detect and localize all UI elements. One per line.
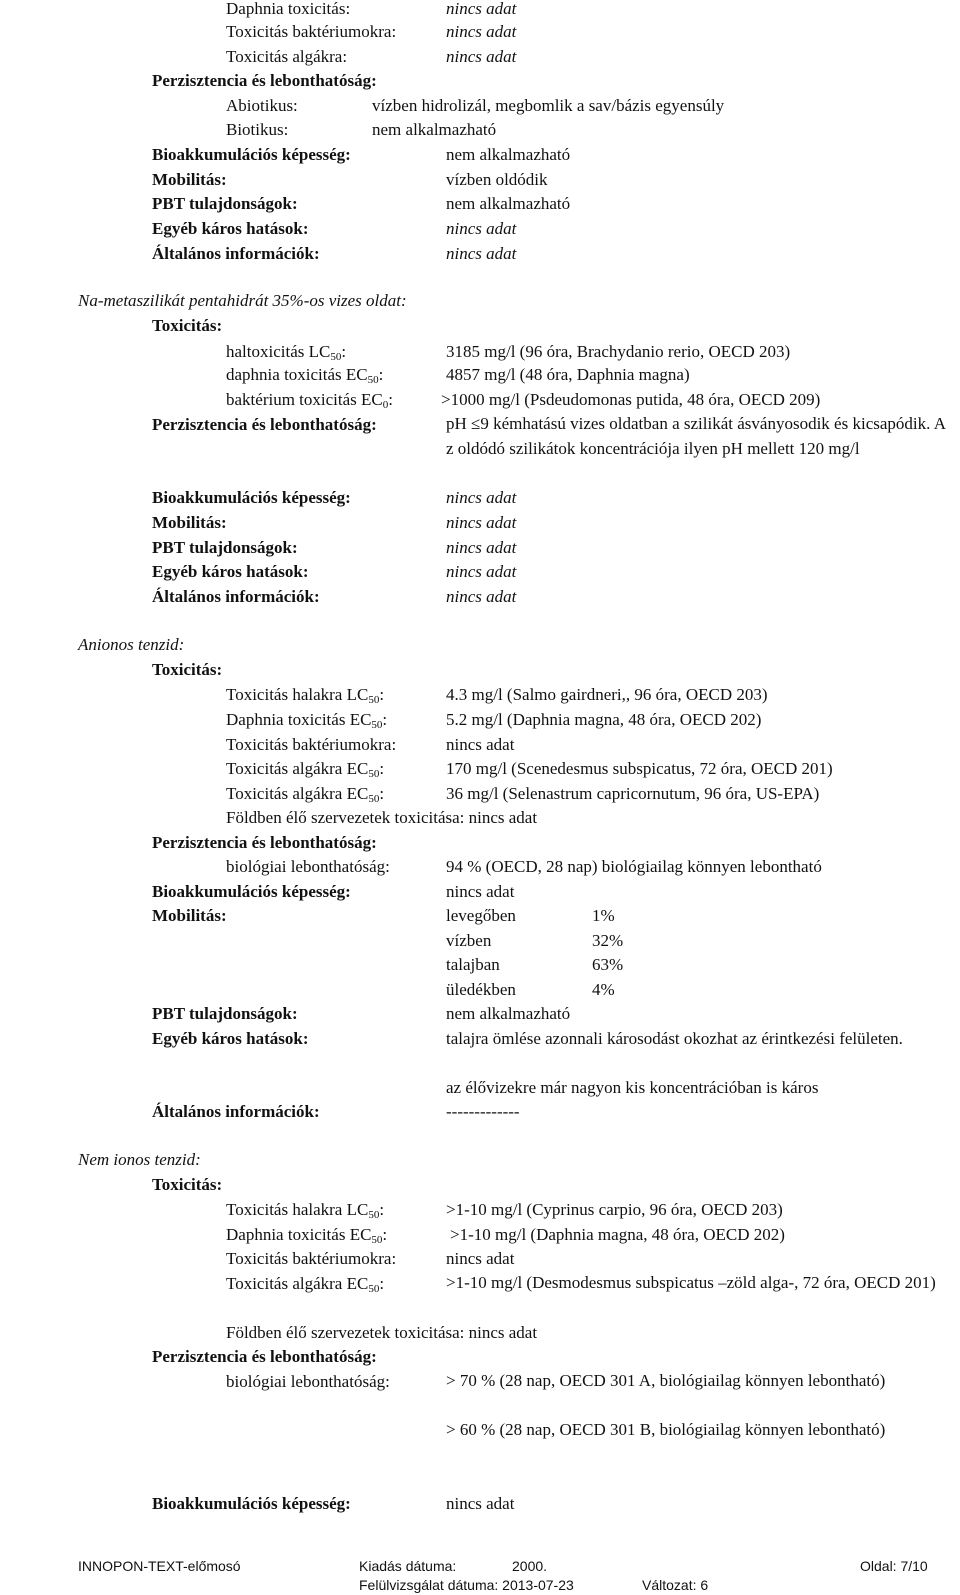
nonion-bakt-value: nincs adat — [446, 1249, 515, 1268]
anion-bakt-label: Toxicitás baktériumokra: — [226, 735, 397, 754]
biotic-value: nem alkalmazható — [372, 120, 497, 139]
na-persistence-value: pH ≤9 kémhatású vizes oldatban a szilikát ásványosodik és kicsapódik. A z oldódó szilikátok koncentrációja ilyen pH mellett 120 mg/l — [446, 414, 946, 458]
anion-mobility-label: Mobilitás: — [152, 906, 227, 925]
na-mobility-label: Mobilitás: — [152, 513, 227, 532]
nonion-persistence-label: Perzisztencia és lebonthatóság: — [152, 1347, 377, 1366]
na-fish-value: 3185 mg/l (96 óra, Brachydanio rerio, OECD 203) — [446, 342, 791, 361]
na-other-label: Egyéb káros hatások: — [152, 562, 309, 581]
daphnia-tox-value: nincs adat — [446, 0, 517, 18]
nonion-fish-value: >1-10 mg/l (Cyprinus carpio, 96 óra, OECD 203) — [446, 1200, 783, 1219]
persistence-label: Perzisztencia és lebonthatóság: — [152, 71, 377, 90]
nonion-section-heading: Nem ionos tenzid: — [78, 1150, 201, 1169]
mobility-value: vízben oldódik — [446, 170, 548, 189]
na-toxicity-label: Toxicitás: — [152, 316, 223, 335]
anion-daphnia-value: 5.2 mg/l (Daphnia magna, 48 óra, OECD 202) — [446, 710, 762, 729]
general-info-value: nincs adat — [446, 244, 517, 263]
mobility-medium: talajban — [446, 955, 500, 974]
na-bioacc-label: Bioakkumulációs képesség: — [152, 488, 351, 507]
na-bakt-label: baktérium toxicitás $EC_0$: — [226, 390, 393, 411]
footer-version: Változat: 6 — [642, 1577, 709, 1593]
na-pbt-label: PBT tulajdonságok: — [152, 538, 298, 557]
nonion-alga-label: Toxicitás algákra $EC_{50}$: — [226, 1274, 385, 1295]
na-bakt-value: >1000 mg/l (Psdeudomonas putida, 48 óra, OECD 209) — [441, 390, 821, 409]
mobility-percent: 32% — [592, 931, 624, 950]
na-pbt-value: nincs adat — [446, 538, 517, 557]
nonion-bio-value-2: > 60 % (28 nap, OECD 301 B, biológiailag könnyen lebontható) — [446, 1420, 886, 1439]
na-general-label: Általános információk: — [152, 587, 320, 606]
footer-page-number: Oldal: 7/10 — [860, 1558, 928, 1574]
nonion-alga-value: >1-10 mg/l (Desmodesmus subspicatus –zöld alga-, 72 óra, OECD 201) — [446, 1273, 936, 1292]
bakt-tox-value: nincs adat — [446, 22, 517, 41]
anion-bio-value: 94 % (OECD, 28 nap) biológiailag könnyen lebontható — [446, 857, 822, 876]
na-other-value: nincs adat — [446, 562, 517, 581]
pbt-value: nem alkalmazható — [446, 194, 571, 213]
footer-review-date: Felülvizsgálat dátuma: 2013-07-23 — [359, 1577, 574, 1593]
footer-product: INNOPON-TEXT-előmosó — [78, 1558, 241, 1574]
anion-bakt-value: nincs adat — [446, 735, 515, 754]
alga-tox-value: nincs adat — [446, 47, 517, 66]
anion-section-heading: Anionos tenzid: — [78, 635, 185, 654]
anion-other-label: Egyéb káros hatások: — [152, 1029, 309, 1048]
mobility-percent: 1% — [592, 906, 615, 925]
anion-general-value: ------------- — [446, 1102, 520, 1121]
na-fish-label: haltoxicitás $LC_{50}$: — [226, 342, 347, 363]
na-section-heading: Na-metaszilikát pentahidrát 35%-os vizes oldat: — [78, 291, 407, 310]
mobility-medium: vízben — [446, 931, 492, 950]
nonion-bioacc-value: nincs adat — [446, 1494, 515, 1513]
na-general-value: nincs adat — [446, 587, 517, 606]
abiotic-value: vízben hidrolizál, megbomlik a sav/bázis egyensúly — [372, 96, 725, 115]
nonion-bioacc-label: Bioakkumulációs képesség: — [152, 1494, 351, 1513]
anion-soil-tox: Földben élő szervezetek toxicitása: nincs adat — [226, 808, 538, 827]
bioacc-label: Bioakkumulációs képesség: — [152, 145, 351, 164]
anion-alga1-label: Toxicitás algákra $EC_{50}$: — [226, 759, 385, 780]
nonion-bio-label: biológiai lebonthatóság: — [226, 1372, 390, 1391]
anion-fish-value: 4.3 mg/l (Salmo gairdneri,, 96 óra, OECD 203) — [446, 685, 768, 704]
anion-fish-label: Toxicitás halakra $LC_{50}$: — [226, 685, 385, 706]
mobility-label: Mobilitás: — [152, 170, 227, 189]
na-bioacc-value: nincs adat — [446, 488, 517, 507]
footer-issue-label: Kiadás dátuma: — [359, 1558, 457, 1574]
abiotic-label: Abiotikus: — [226, 96, 298, 115]
biotic-label: Biotikus: — [226, 120, 289, 139]
nonion-daphnia-value: >1-10 mg/l (Daphnia magna, 48 óra, OECD 202) — [450, 1225, 785, 1244]
nonion-bio-value-1: > 70 % (28 nap, OECD 301 A, biológiailag könnyen lebontható) — [446, 1371, 886, 1390]
mobility-percent: 63% — [592, 955, 624, 974]
anion-pbt-value: nem alkalmazható — [446, 1004, 571, 1023]
other-effects-value: nincs adat — [446, 219, 517, 238]
nonion-daphnia-label: Daphnia toxicitás $EC_{50}$: — [226, 1225, 388, 1246]
na-mobility-value: nincs adat — [446, 513, 517, 532]
anion-other-value: talajra ömlése azonnali károsodást okozhat az érintkezési felületen. — [446, 1029, 903, 1048]
anion-alga2-label: Toxicitás algákra $EC_{50}$: — [226, 784, 385, 805]
anion-toxicity-label: Toxicitás: — [152, 660, 223, 679]
anion-bio-label: biológiai lebonthatóság: — [226, 857, 390, 876]
anion-other-value-2: az élővizekre már nagyon kis koncentrációban is káros — [446, 1078, 819, 1097]
anion-bioacc-value: nincs adat — [446, 882, 515, 901]
anion-pbt-label: PBT tulajdonságok: — [152, 1004, 298, 1023]
other-effects-label: Egyéb káros hatások: — [152, 219, 309, 238]
na-daphnia-label: daphnia toxicitás $EC_{50}$: — [226, 365, 384, 386]
daphnia-tox-label: Daphnia toxicitás: — [226, 0, 351, 18]
nonion-soil-tox: Földben élő szervezetek toxicitása: nincs adat — [226, 1323, 538, 1342]
anion-general-label: Általános információk: — [152, 1102, 320, 1121]
anion-bioacc-label: Bioakkumulációs képesség: — [152, 882, 351, 901]
pbt-label: PBT tulajdonságok: — [152, 194, 298, 213]
na-persistence-label: Perzisztencia és lebonthatóság: — [152, 415, 377, 434]
nonion-bakt-label: Toxicitás baktériumokra: — [226, 1249, 397, 1268]
bakt-tox-label: Toxicitás baktériumokra: — [226, 22, 397, 41]
anion-persistence-label: Perzisztencia és lebonthatóság: — [152, 833, 377, 852]
alga-tox-label: Toxicitás algákra: — [226, 47, 348, 66]
nonion-fish-label: Toxicitás halakra $LC_{50}$: — [226, 1200, 385, 1221]
footer-issue-value: 2000. — [512, 1558, 548, 1574]
mobility-percent: 4% — [592, 980, 615, 999]
anion-alga2-value: 36 mg/l (Selenastrum capricornutum, 96 óra, US-EPA) — [446, 784, 820, 803]
anion-daphnia-label: Daphnia toxicitás $EC_{50}$: — [226, 710, 388, 731]
mobility-medium: levegőben — [446, 906, 516, 925]
nonion-toxicity-label: Toxicitás: — [152, 1175, 223, 1194]
na-daphnia-value: 4857 mg/l (48 óra, Daphnia magna) — [446, 365, 690, 384]
mobility-medium: üledékben — [446, 980, 516, 999]
anion-alga1-value: 170 mg/l (Scenedesmus subspicatus, 72 óra, OECD 201) — [446, 759, 833, 778]
bioacc-value: nem alkalmazható — [446, 145, 571, 164]
general-info-label: Általános információk: — [152, 244, 320, 263]
